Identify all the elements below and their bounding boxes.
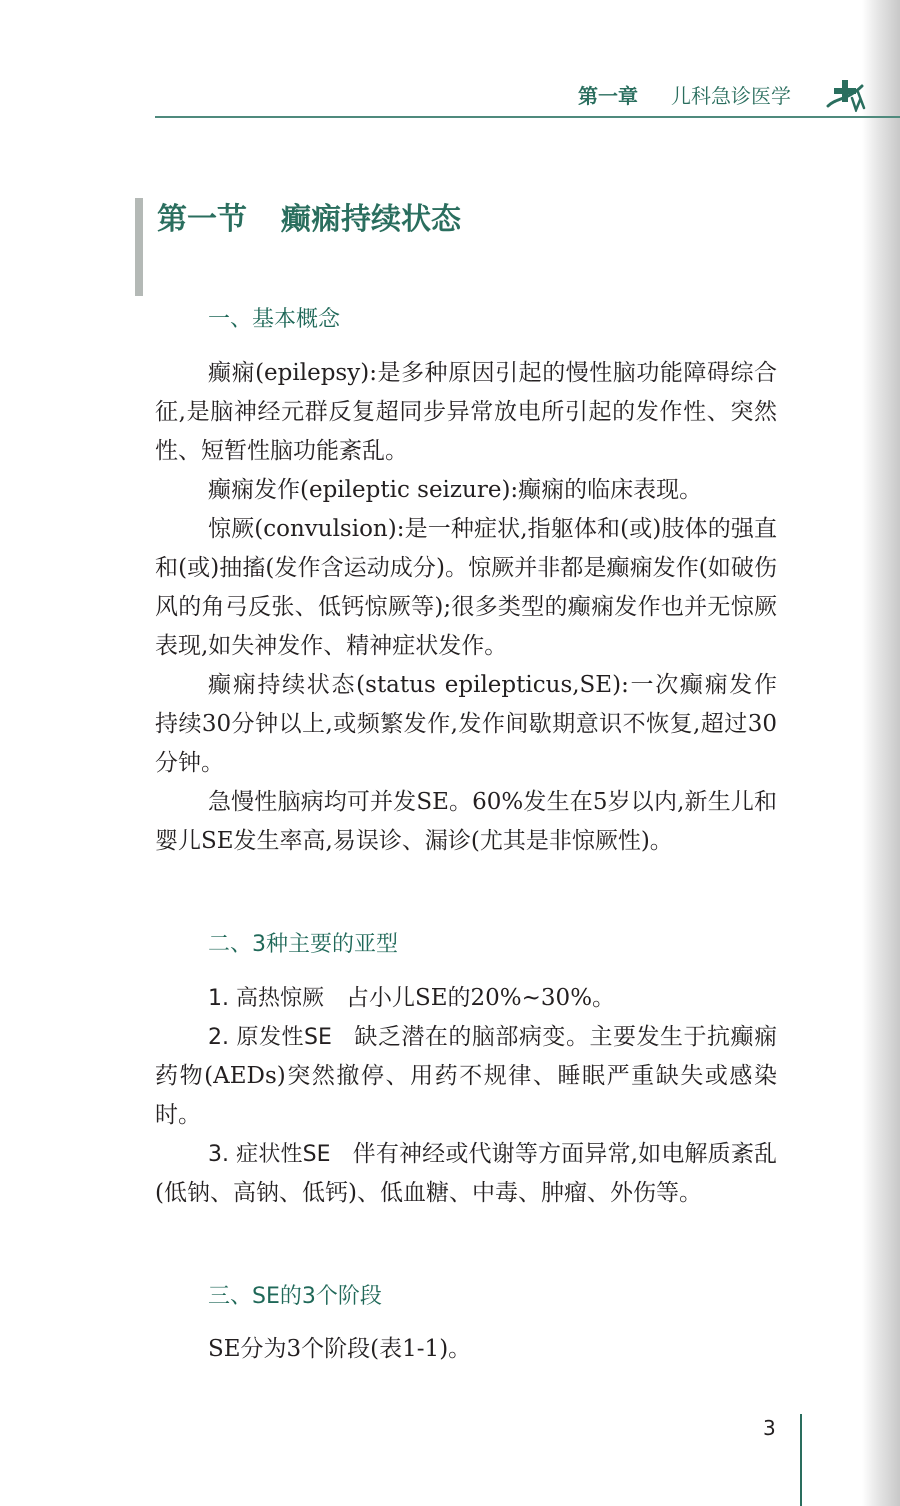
subtype-item	[155, 1018, 777, 1135]
subtype-text: 缺乏潜在的脑部病变。主要发生于抗癫痫药物(AEDs)突然撤停、用药不规律、睡眠严重缺失或感染时。	[155, 1024, 777, 1128]
subtype-label: 3. 症状性SE	[208, 1142, 331, 1167]
heading-basic-concepts: 一、基本概念	[208, 307, 341, 332]
section-title	[157, 194, 461, 238]
header-divider	[155, 116, 900, 118]
page-number-rule	[800, 1414, 802, 1506]
paragraph-se-epidemiology: 急慢性脑病均可并发SE。60%发生在5岁以内,新生儿和婴儿SE发生率高,易误诊、漏诊(尤其是非惊厥性)。	[155, 789, 777, 854]
paragraph-status-epilepticus-definition: 癫痫持续状态(status epilepticus,SE):一次癫痫发作持续30分钟以上,或频繁发作,发作间歇期意识不恢复,超过30分钟。	[155, 672, 777, 776]
subtype-item	[155, 979, 777, 1018]
subtype-item	[155, 1135, 777, 1213]
paragraph-convulsion-definition: 惊厥(convulsion):是一种症状,指躯体和(或)肢体的强直和(或)抽搐(发作含运动成分)。惊厥并非都是癫痫发作(如破伤风的角弓反张、低钙惊厥等);很多类型的癫痫发作也并无惊厥表现,如失神发作、精神症状发作。	[155, 516, 777, 659]
paragraph-stages: SE分为3个阶段(表1-1)。	[208, 1336, 472, 1362]
paragraph-epilepsy-definition: 癫痫(epilepsy):是多种原因引起的慢性脑功能障碍综合征,是脑神经元群反复超同步异常放电所引起的发作性、突然性、短暂性脑功能紊乱。	[155, 360, 777, 464]
paragraph-seizure-definition: 癫痫发作(epileptic seizure):癫痫的临床表现。	[208, 477, 703, 503]
heading-subtypes: 二、3种主要的亚型	[208, 932, 398, 957]
page-number: 3	[763, 1416, 776, 1440]
subtype-label: 1. 高热惊厥	[208, 986, 324, 1011]
header-chapter: 第一章	[578, 84, 638, 108]
subtype-label: 2. 原发性SE	[208, 1025, 332, 1050]
section-marker-bar	[135, 198, 143, 296]
running-header	[578, 78, 888, 114]
header-title: 儿科急诊医学	[671, 84, 791, 108]
section-number: 第一节	[157, 202, 247, 237]
section-title-text: 癫痫持续状态	[281, 202, 461, 237]
subtype-text: 伴有神经或代谢等方面异常,如电解质紊乱(低钠、高钠、低钙)、低血糖、中毒、肿瘤、外伤等。	[155, 1141, 777, 1206]
subtype-text: 占小儿SE的20%~30%。	[345, 985, 616, 1011]
heading-stages: 三、SE的3个阶段	[208, 1284, 382, 1309]
medical-cross-logo-icon	[826, 78, 866, 112]
page-edge-shadow	[862, 0, 900, 1506]
